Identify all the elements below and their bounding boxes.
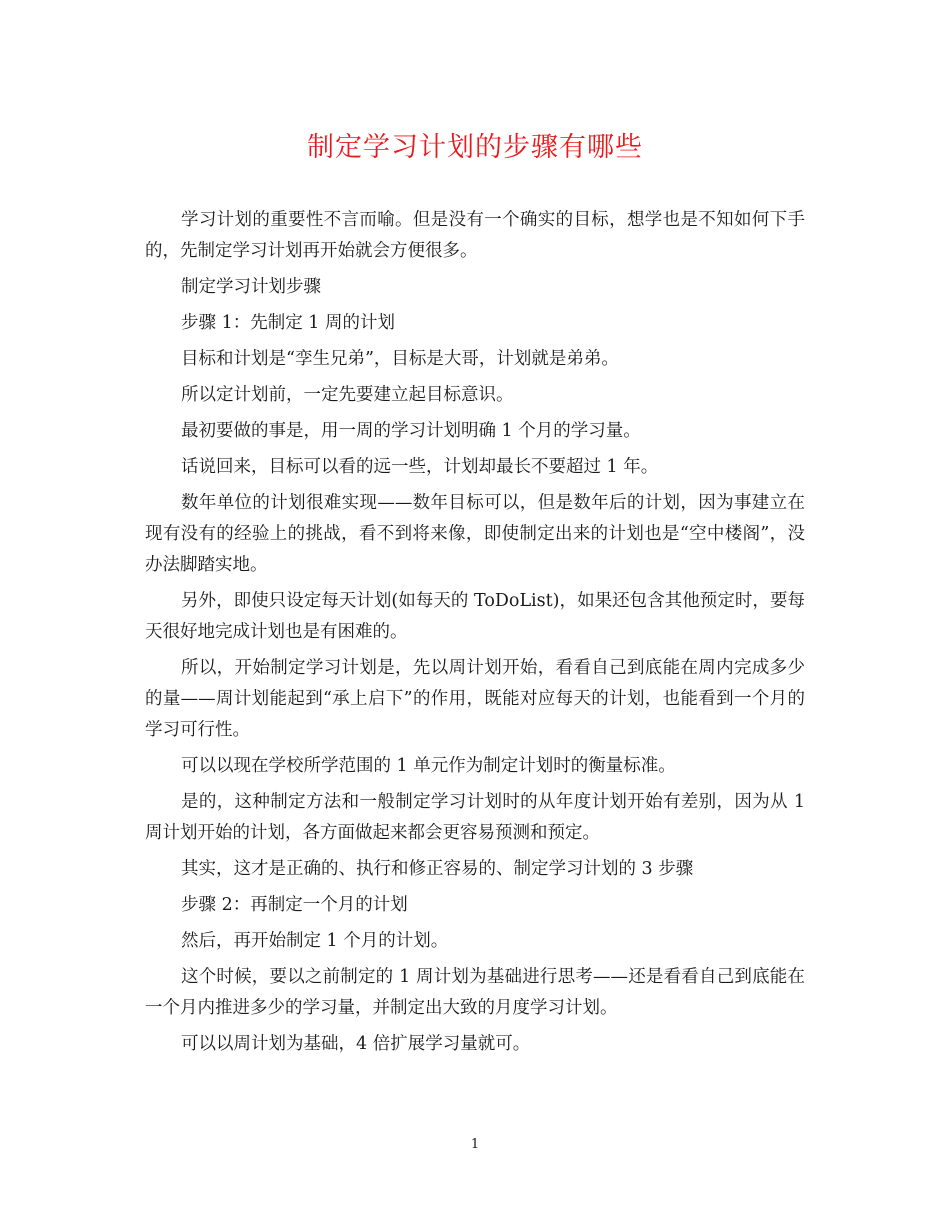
paragraph: 最初要做的事是，用一周的学习计划明确 1 个月的学习量。 [181, 421, 641, 441]
paragraph: 步骤 2：再制定一个月的计划 [181, 895, 408, 915]
paragraph: 目标和计划是“孪生兄弟”，目标是大哥，计划就是弟弟。 [181, 349, 619, 369]
paragraph: 是的，这种制定方法和一般制定学习计划时的从年度计划开始有差别，因为从 1 周计划开始的计划，各方面做起来都会更容易预测和预定。 [145, 792, 805, 843]
document-body [145, 205, 805, 1065]
paragraph: 步骤 1：先制定 1 周的计划 [181, 313, 395, 333]
paragraph: 所以，开始制定学习计划是，先以周计划开始，看看自己到底能在周内完成多少的量——周计划能起到“承上启下”的作用，既能对应每天的计划，也能看到一个月的学习可行性。 [145, 658, 805, 740]
paragraph: 其实，这才是正确的、执行和修正容易的、制定学习计划的 3 步骤 [181, 859, 694, 879]
paragraph: 这个时候，要以之前制定的 1 周计划为基础进行思考——还是看看自己到底能在一个月内推进多少的学习量，并制定出大致的月度学习计划。 [145, 967, 805, 1018]
paragraph: 另外，即使只设定每天计划(如每天的 ToDoList)，如果还包含其他预定时，要每天很好地完成计划也是有困难的。 [145, 591, 805, 642]
paragraph: 可以以周计划为基础，4 倍扩展学习量就可。 [181, 1034, 531, 1054]
paragraph: 可以以现在学校所学范围的 1 单元作为制定计划时的衡量标准。 [181, 756, 676, 776]
page-number: 1 [470, 1137, 480, 1152]
paragraph: 数年单位的计划很难实现——数年目标可以，但是数年后的计划，因为事建立在现有没有的经验上的挑战，看不到将来像，即使制定出来的计划也是“空中楼阁”，没办法脚踏实地。 [145, 493, 805, 575]
paragraph: 制定学习计划步骤 [181, 277, 321, 297]
paragraph: 然后，再开始制定 1 个月的计划。 [181, 931, 449, 951]
paragraph: 学习计划的重要性不言而喻。但是没有一个确实的目标，想学也是不知如何下手的，先制定学习计划再开始就会方便很多。 [145, 210, 805, 261]
paragraph: 话说回来，目标可以看的远一些，计划却最长不要超过 1 年。 [181, 457, 659, 477]
paragraph: 所以定计划前，一定先要建立起目标意识。 [181, 385, 514, 405]
document-title: 制定学习计划的步骤有哪些 [307, 132, 643, 163]
